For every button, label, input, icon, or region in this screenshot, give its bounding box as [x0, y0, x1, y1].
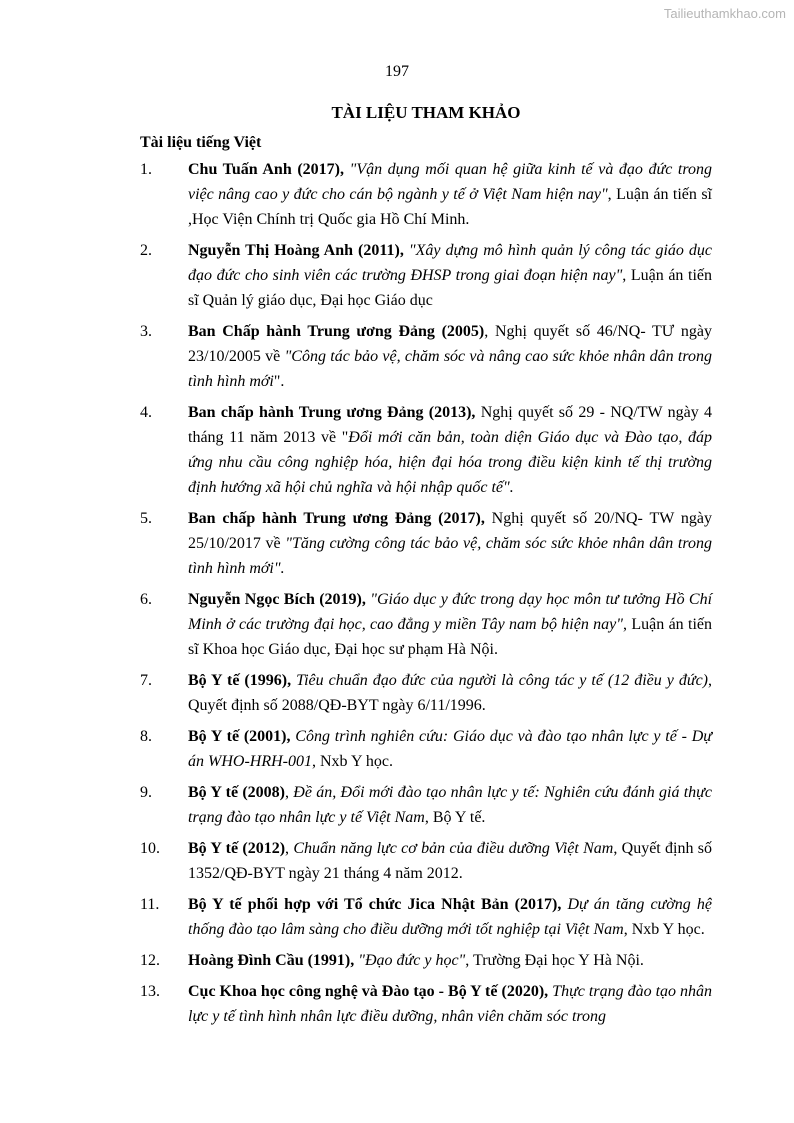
reference-list [140, 157, 712, 1035]
reference-number: 12. [140, 952, 160, 969]
reference-number: 10. [140, 840, 160, 857]
reference-title: Đề án, Đổi mới đào tạo nhân lực y tế: Nghiên cứu đánh giá thực trạng đào tạo nhân lực y tế Việt Nam [188, 784, 713, 826]
reference-item [140, 979, 712, 1029]
reference-number: 4. [140, 404, 152, 421]
reference-number: 8. [140, 728, 152, 745]
watermark-text: Tailieuthamkhao.com [663, 6, 786, 21]
reference-text: Nghị quyết số 29 - NQ/TW ngày 4 tháng 11 năm 2013 về " [188, 404, 713, 446]
reference-author: Ban chấp hành Trung ương Đảng (2013), [188, 404, 476, 421]
reference-author: Nguyễn Ngọc Bích (2019), [188, 591, 366, 608]
reference-text: , Nxb Y học. [311, 753, 394, 770]
reference-number: 5. [140, 510, 152, 527]
reference-number: 11. [140, 896, 160, 913]
reference-author: Nguyễn Thị Hoàng Anh (2011), [188, 242, 404, 259]
reference-author: Bộ Y tế (1996), [188, 672, 292, 689]
reference-item [140, 724, 712, 774]
reference-title: Dự án tăng cường hệ thống đào tạo lâm sàng cho điều dưỡng mới tốt nghiệp tại Việt Nam [188, 896, 713, 938]
reference-author: Ban Chấp hành Trung ương Đảng (2005) [188, 323, 485, 340]
reference-number: 7. [140, 672, 152, 689]
reference-title: "Công tác bảo vệ, chăm sóc và nâng cao sức khỏe nhân dân trong tình hình mới [188, 348, 712, 390]
reference-author: Bộ Y tế phối hợp với Tổ chức Jica Nhật Bản (2017), [188, 896, 562, 913]
reference-title: "Tăng cường công tác bảo vệ, chăm sóc sức khỏe nhân dân trong tình hình mới". [188, 535, 713, 577]
reference-item [140, 948, 712, 973]
reference-text: , Bộ Y tế. [424, 809, 486, 826]
reference-item [140, 157, 712, 232]
section-heading: Tài liệu tiếng Việt [140, 134, 262, 151]
reference-title: "Đạo đức y học" [358, 952, 466, 969]
reference-author: Cục Khoa học công nghệ và Đào tạo - Bộ Y tế (2020), [188, 983, 549, 1000]
reference-item [140, 238, 712, 313]
reference-title: "Xây dựng mô hình quản lý công tác giáo dục đạo đức cho sinh viên các trường ĐHSP trong giai đoạn hiện nay" [188, 242, 713, 284]
reference-text: , [285, 840, 294, 857]
page-number: 197 [385, 63, 409, 80]
reference-text: , [285, 784, 294, 801]
reference-title: Chuẩn năng lực cơ bản của điều dưỡng Việt Nam [293, 840, 614, 857]
reference-text: , Luận án tiến sĩ Khoa học Giáo dục, Đại học sư phạm Hà Nội. [188, 616, 713, 658]
reference-item [140, 668, 712, 718]
reference-author: Chu Tuấn Anh (2017), [188, 161, 344, 178]
reference-item [140, 400, 712, 500]
reference-title: Công trình nghiên cứu: Giáo dục và đào tạo nhân lực y tế - Dự án WHO-HRH-001 [188, 728, 713, 770]
reference-number: 6. [140, 591, 152, 608]
reference-item [140, 836, 712, 886]
reference-item [140, 780, 712, 830]
reference-text: , Trường Đại học Y Hà Nội. [465, 952, 644, 969]
reference-title: "Vận dụng mối quan hệ giữa kinh tế và đạo đức trong việc nâng cao y đức cho cán bộ ngành y tế ở Việt Nam hiện nay" [188, 161, 713, 203]
reference-text: , Nghị quyết số 46/NQ- TƯ ngày 23/10/2005 về [188, 323, 712, 365]
reference-text: , Nxb Y học. [623, 921, 705, 938]
reference-text: , Luận án tiến sĩ ,Học Viện Chính trị Quốc gia Hồ Chí Minh. [188, 186, 712, 228]
reference-author: Bộ Y tế (2001), [188, 728, 291, 745]
reference-title: Tiêu chuẩn đạo đức của người là công tác y tế (12 điều y đức) [296, 672, 708, 689]
reference-text: , Quyết định số 1352/QĐ-BYT ngày 21 tháng 4 năm 2012. [188, 840, 713, 882]
reference-item [140, 892, 712, 942]
reference-text: Nghị quyết số 20/NQ- TW ngày 25/10/2017 về [188, 510, 712, 552]
reference-title: "Giáo dục y đức trong dạy học môn tư tưởng Hồ Chí Minh ở các trường đại học, cao đẳng y miền Tây nam bộ hiện nay" [188, 591, 713, 633]
reference-number: 3. [140, 323, 152, 340]
reference-number: 9. [140, 784, 152, 801]
reference-number: 1. [140, 161, 152, 178]
reference-item [140, 506, 712, 581]
reference-text: , Quyết định số 2088/QĐ-BYT ngày 6/11/1996. [188, 672, 712, 714]
reference-author: Bộ Y tế (2008) [188, 784, 285, 801]
reference-title: Đổi mới căn bản, toàn diện Giáo dục và Đào tạo, đáp ứng nhu cầu công nghiệp hóa, hiện đại hóa trong điều kiện kinh tế thị trường định hướng xã hội chủ nghĩa và hội nhập quốc tế". [188, 429, 712, 496]
reference-text: , Luận án tiến sĩ Quản lý giáo dục, Đại học Giáo dục [188, 267, 713, 309]
reference-author: Hoàng Đình Cầu (1991), [188, 952, 355, 969]
reference-item [140, 587, 712, 662]
reference-item [140, 319, 712, 394]
reference-text: ". [273, 373, 285, 390]
document-title: TÀI LIỆU THAM KHẢO [331, 103, 521, 122]
reference-title: Thực trạng đào tạo nhân lực y tế tình hình nhân lực điều dưỡng, nhân viên chăm sóc trong [188, 983, 713, 1025]
reference-author: Bộ Y tế (2012) [188, 840, 286, 857]
reference-number: 13. [140, 983, 160, 1000]
reference-number: 2. [140, 242, 152, 259]
reference-author: Ban chấp hành Trung ương Đảng (2017), [188, 510, 485, 527]
